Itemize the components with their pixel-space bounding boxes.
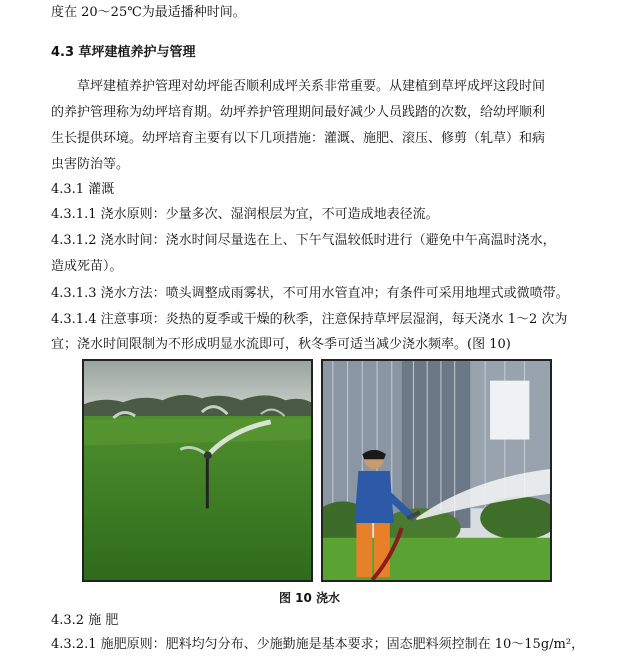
text-line: 4.3.1.3 浇水方法：喷头调整成雨雾状，不可用水管直冲；有条件可采用地埋式或微喷带。 xyxy=(51,286,569,301)
text-line: 度在 20～25℃为最适播种时间。 xyxy=(51,5,246,20)
paragraph-line: 的养护管理称为幼坪培育期。幼坪养护管理期间最好减少人员践踏的次数，给幼坪顺利 xyxy=(51,105,546,120)
text-line: 宜；浇水时间限制为不形成明显水流即可，秋冬季可适当减少浇水频率。(图 10) xyxy=(51,337,511,352)
text-line: 4.3.1.1 浇水原则：少量多次、湿润根层为宜，不可造成地表径流。 xyxy=(51,207,439,222)
watering-worker-photo xyxy=(321,359,552,582)
section-heading: 4.3 草坪建植养护与管理 xyxy=(51,45,196,60)
paragraph-line: 草坪建植养护管理对幼坪能否顺利成坪关系非常重要。从建植到草坪成坪这段时间 xyxy=(77,79,546,94)
text-line: 造成死苗）。 xyxy=(51,259,123,274)
text-line: 4.3.1.2 浇水时间：浇水时间尽量选在上、下午气温较低时进行（避免中午高温时浇水， xyxy=(51,233,556,248)
sprinkler-lawn-photo xyxy=(82,359,313,582)
subsection-heading: 4.3.1 灌溉 xyxy=(51,182,115,197)
text-line: 4.3.1.4 注意事项：炎热的夏季或干燥的秋季，注意保持草坪层湿润，每天浇水 1～2 次为 xyxy=(51,312,568,327)
paragraph-line: 虫害防治等。 xyxy=(51,157,130,172)
figure-caption: 图 10 浇水 xyxy=(278,591,341,605)
text-line: 4.3.2.1 施肥原则：肥料均匀分布、少施勤施是基本要求；固态肥料须控制在 10～15g/m²， xyxy=(51,637,585,652)
subsection-heading: 4.3.2 施 肥 xyxy=(51,613,119,628)
paragraph-line: 生长提供环境。幼坪培育主要有以下几项措施：灌溉、施肥、滚压、修剪（轧草）和病 xyxy=(51,131,546,146)
